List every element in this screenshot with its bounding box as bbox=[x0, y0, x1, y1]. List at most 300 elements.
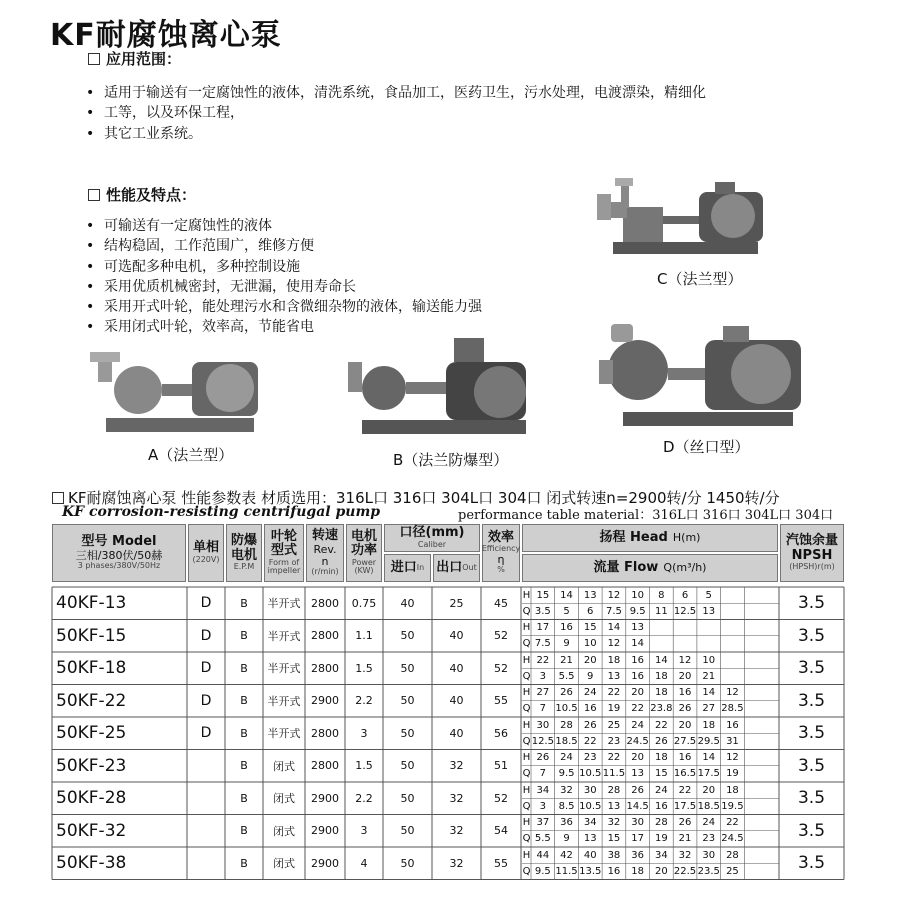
cell-outlet: 40 bbox=[449, 661, 464, 675]
flow-value: 29.5 bbox=[697, 735, 720, 747]
head-value: 23 bbox=[583, 752, 597, 764]
flow-value: 25 bbox=[726, 865, 739, 877]
flow-row-label: Q bbox=[522, 605, 531, 617]
flow-value: 26 bbox=[654, 735, 668, 747]
npsh-value: 3.5 bbox=[797, 690, 826, 711]
npsh-value: 3.5 bbox=[797, 625, 826, 646]
flow-value bbox=[673, 636, 697, 652]
flow-value: 16 bbox=[607, 865, 621, 877]
head-value: 24 bbox=[702, 817, 716, 829]
flow-value: 22 bbox=[583, 735, 597, 747]
head-value: 20 bbox=[583, 654, 597, 666]
head-value: 44 bbox=[536, 849, 550, 861]
header-caliber-en: Caliber bbox=[417, 539, 447, 549]
head-value bbox=[721, 620, 745, 636]
application-heading-text: 应用范围： bbox=[106, 50, 182, 68]
flow-value: 15 bbox=[654, 768, 668, 780]
header-impeller-en: Form of impeller bbox=[267, 557, 301, 576]
header-flow-label: 流量 Flow bbox=[593, 559, 659, 575]
cell-ex: B bbox=[240, 791, 248, 805]
cell-inlet: 50 bbox=[400, 694, 415, 708]
flow-value: 18 bbox=[631, 865, 644, 877]
flow-value: 3 bbox=[539, 800, 547, 812]
cell-inlet: 50 bbox=[400, 791, 415, 805]
cell-ex: B bbox=[240, 759, 248, 773]
header-caliber-zh: 口径(mm) bbox=[399, 525, 465, 541]
npsh-value: 3.5 bbox=[797, 658, 826, 679]
cell-ex: B bbox=[240, 629, 248, 643]
flow-value: 17.5 bbox=[697, 768, 720, 780]
head-value: 15 bbox=[536, 589, 550, 601]
header-head-unit: H(m) bbox=[672, 530, 701, 544]
flow-value: 14 bbox=[631, 638, 644, 650]
cell-outlet: 25 bbox=[449, 596, 464, 610]
flow-value: 16.5 bbox=[673, 768, 697, 780]
cell-rev: 2900 bbox=[311, 791, 339, 805]
flow-value: 21 bbox=[678, 833, 692, 845]
head-value: 16 bbox=[560, 622, 573, 634]
head-value: 36 bbox=[560, 817, 573, 829]
head-value: 26 bbox=[560, 687, 573, 699]
cell-impeller: 半开式 bbox=[267, 694, 301, 708]
flow-value: 16 bbox=[631, 670, 644, 682]
flow-row-label: Q bbox=[522, 865, 531, 877]
flow-value: 9.5 bbox=[629, 605, 646, 617]
header-head-label: 扬程 Head bbox=[599, 529, 668, 545]
cell-ex: B bbox=[240, 824, 248, 838]
npsh-value: 3.5 bbox=[797, 723, 826, 744]
cell-rev: 2800 bbox=[311, 661, 339, 675]
flow-value: 18.5 bbox=[555, 735, 578, 747]
list-item: • 采用闭式叶轮，效率高，节能省电 bbox=[86, 317, 606, 337]
flow-value: 12.5 bbox=[531, 735, 554, 747]
flow-value: 20 bbox=[654, 865, 668, 877]
flow-value: 24.5 bbox=[626, 735, 649, 747]
head-value: 12 bbox=[678, 654, 692, 666]
flow-value: 19.5 bbox=[721, 800, 744, 812]
flow-value: 13 bbox=[702, 605, 716, 617]
cell-impeller: 半开式 bbox=[267, 629, 301, 643]
cell-power: 1.5 bbox=[355, 759, 373, 773]
head-value: 21 bbox=[560, 654, 573, 666]
performance-title-text: KF耐腐蚀离心泵 性能参数表 材质选用：316L口 316口 304L口 304口 闭式转速n=2900转/分 1450转/分 bbox=[68, 489, 780, 507]
cell-inlet: 50 bbox=[400, 661, 415, 675]
head-row-label: H bbox=[522, 849, 531, 861]
flow-value: 3 bbox=[539, 670, 547, 682]
head-value: 30 bbox=[536, 719, 550, 731]
cell-power: 3 bbox=[360, 726, 368, 740]
head-value: 12 bbox=[726, 752, 739, 764]
flow-value: 19 bbox=[607, 703, 621, 715]
cell-ex: B bbox=[240, 596, 248, 610]
cell-rev: 2800 bbox=[311, 629, 339, 643]
head-value: 8 bbox=[658, 589, 665, 601]
npsh-value: 3.5 bbox=[797, 853, 826, 874]
flow-value: 31 bbox=[726, 735, 739, 747]
cell-impeller: 闭式 bbox=[273, 824, 295, 838]
flow-value: 10.5 bbox=[579, 768, 602, 780]
header-model-sub: 三相/380伏/50赫 bbox=[75, 548, 163, 562]
flow-value: 18 bbox=[654, 670, 668, 682]
head-value bbox=[721, 587, 745, 603]
head-row-label: H bbox=[522, 622, 531, 634]
cell-outlet: 40 bbox=[449, 726, 464, 740]
header-model-en: 3 phases/380V/50Hz bbox=[77, 560, 161, 570]
flow-value: 20 bbox=[678, 670, 692, 682]
header-rev-n: n bbox=[321, 554, 329, 568]
flow-value: 7.5 bbox=[605, 605, 622, 617]
header-single-sub: (220V) bbox=[192, 554, 220, 564]
header-power-zh1: 电机 bbox=[350, 528, 377, 544]
cell-model: 50KF-22 bbox=[56, 690, 127, 711]
cell-single: D bbox=[200, 725, 212, 742]
head-value: 20 bbox=[702, 784, 716, 796]
cell-outlet: 32 bbox=[449, 759, 464, 773]
head-value: 22 bbox=[536, 654, 550, 666]
flow-value: 9.5 bbox=[558, 768, 575, 780]
flow-value: 7 bbox=[539, 703, 547, 715]
flow-row-label: Q bbox=[522, 800, 531, 812]
head-value: 13 bbox=[583, 589, 597, 601]
flow-value: 8.5 bbox=[558, 800, 575, 812]
head-value: 22 bbox=[726, 817, 739, 829]
npsh-value: 3.5 bbox=[797, 593, 826, 614]
head-row-label: H bbox=[522, 687, 531, 699]
header-efficiency-zh: 效率 bbox=[487, 530, 514, 545]
flow-value: 9.5 bbox=[534, 865, 551, 877]
flow-value bbox=[650, 636, 674, 652]
header-rev-en: Rev. bbox=[313, 542, 337, 556]
head-value: 14 bbox=[654, 654, 668, 666]
flow-value: 22.5 bbox=[673, 865, 697, 877]
head-row-label: H bbox=[522, 817, 531, 829]
head-value: 28 bbox=[560, 719, 573, 731]
cell-rev: 2800 bbox=[311, 596, 339, 610]
flow-value: 18.5 bbox=[697, 800, 720, 812]
header-npsh-en: NPSH bbox=[791, 547, 833, 563]
head-row-label: H bbox=[522, 654, 531, 666]
head-value: 10 bbox=[702, 654, 716, 666]
head-value: 22 bbox=[607, 687, 621, 699]
head-value: 18 bbox=[607, 654, 621, 666]
list-item: • 可选配多种电机，多种控制设施 bbox=[86, 257, 606, 277]
head-value: 37 bbox=[536, 817, 550, 829]
en-title-tail: performance table material：316L口 316口 304L口 304口 bbox=[458, 508, 834, 523]
cell-power: 1.1 bbox=[355, 629, 373, 643]
flow-row-label: Q bbox=[522, 735, 531, 747]
flow-value: 27.5 bbox=[673, 735, 697, 747]
cell-inlet: 50 bbox=[400, 629, 415, 643]
cell-model: 50KF-18 bbox=[56, 658, 127, 679]
cell-outlet: 32 bbox=[449, 856, 464, 870]
head-value: 14 bbox=[702, 687, 716, 699]
head-value: 20 bbox=[631, 687, 644, 699]
cell-outlet: 32 bbox=[449, 824, 464, 838]
flow-value: 19 bbox=[726, 768, 739, 780]
header-npsh-unit: (HPSH)r(m) bbox=[789, 561, 835, 571]
flow-value: 23.8 bbox=[650, 703, 673, 715]
head-value bbox=[697, 620, 721, 636]
flow-row-label: Q bbox=[522, 670, 531, 682]
head-value: 28 bbox=[607, 784, 621, 796]
head-value: 30 bbox=[702, 849, 716, 861]
cell-power: 4 bbox=[360, 856, 368, 870]
head-value: 27 bbox=[536, 687, 550, 699]
cell-eff: 45 bbox=[494, 596, 508, 610]
cell-power: 3 bbox=[360, 824, 368, 838]
head-value: 13 bbox=[631, 622, 644, 634]
npsh-value: 3.5 bbox=[797, 755, 826, 776]
flow-value: 5.5 bbox=[558, 670, 575, 682]
flow-value: 28.5 bbox=[721, 703, 744, 715]
flow-value: 23 bbox=[702, 833, 716, 845]
cell-eff: 52 bbox=[494, 661, 508, 675]
pump-a-caption: A（法兰型） bbox=[148, 446, 234, 464]
head-value: 12 bbox=[726, 687, 739, 699]
flow-value bbox=[721, 636, 745, 652]
list-item: • 采用开式叶轮，能处理污水和含微细杂物的液体，输送能力强 bbox=[86, 297, 606, 317]
flow-value: 9 bbox=[587, 670, 594, 682]
head-value: 38 bbox=[607, 849, 621, 861]
head-value: 12 bbox=[607, 589, 621, 601]
head-value: 20 bbox=[631, 752, 644, 764]
head-value: 32 bbox=[607, 817, 621, 829]
head-value: 25 bbox=[607, 719, 621, 731]
cell-eff: 55 bbox=[494, 694, 508, 708]
head-value: 18 bbox=[654, 752, 668, 764]
head-value: 22 bbox=[607, 752, 621, 764]
cell-inlet: 50 bbox=[400, 824, 415, 838]
list-item: • 其它工业系统。 bbox=[86, 124, 846, 144]
cell-rev: 2800 bbox=[311, 759, 339, 773]
flow-value: 23 bbox=[607, 735, 621, 747]
flow-value: 17.5 bbox=[673, 800, 697, 812]
head-value: 34 bbox=[654, 849, 668, 861]
header-power-unit: (KW) bbox=[354, 566, 374, 576]
flow-value: 19 bbox=[654, 833, 668, 845]
flow-value: 13 bbox=[607, 670, 621, 682]
flow-value: 3.5 bbox=[534, 605, 551, 617]
head-value: 18 bbox=[654, 687, 668, 699]
features-heading-text: 性能及特点： bbox=[106, 186, 197, 204]
cell-eff: 51 bbox=[494, 759, 508, 773]
cell-eff: 52 bbox=[494, 629, 508, 643]
head-value: 26 bbox=[631, 784, 644, 796]
head-value: 10 bbox=[631, 589, 644, 601]
head-row-label: H bbox=[522, 784, 531, 796]
flow-value: 10 bbox=[583, 638, 597, 650]
flow-value: 13 bbox=[583, 833, 597, 845]
cell-power: 1.5 bbox=[355, 661, 373, 675]
cell-outlet: 40 bbox=[449, 629, 464, 643]
head-value bbox=[650, 620, 674, 636]
head-value: 16 bbox=[726, 719, 739, 731]
cell-eff: 55 bbox=[494, 856, 508, 870]
pump-c-caption: C（法兰型） bbox=[657, 270, 743, 288]
header-explosion-zh2: 电机 bbox=[230, 547, 257, 563]
head-value: 24 bbox=[583, 687, 597, 699]
flow-value: 13.5 bbox=[579, 865, 602, 877]
head-value: 30 bbox=[631, 817, 644, 829]
cell-power: 0.75 bbox=[351, 596, 377, 610]
cell-model: 50KF-28 bbox=[56, 788, 127, 809]
flow-value: 5 bbox=[563, 605, 570, 617]
list-item: • 适用于输送有一定腐蚀性的液体，清洗系统，食品加工，医药卫生，污水处理，电渡漂染，精细化 bbox=[86, 83, 846, 103]
head-value: 17 bbox=[536, 622, 550, 634]
flow-value: 13 bbox=[631, 768, 644, 780]
cell-model: 40KF-13 bbox=[56, 593, 127, 614]
header-rev-unit: (r/min) bbox=[311, 566, 339, 576]
page-title: KF耐腐蚀离心泵 bbox=[50, 18, 282, 53]
npsh-value: 3.5 bbox=[797, 820, 826, 841]
flow-value: 6 bbox=[587, 605, 594, 617]
list-item: • 采用优质机械密封，无泄漏，使用寿命长 bbox=[86, 277, 606, 297]
cell-power: 2.2 bbox=[355, 694, 373, 708]
head-value: 34 bbox=[583, 817, 597, 829]
list-item: • 结构稳固，工作范围广，维修方便 bbox=[86, 236, 606, 256]
cell-rev: 2900 bbox=[311, 824, 339, 838]
head-value: 14 bbox=[702, 752, 716, 764]
cell-model: 50KF-15 bbox=[56, 625, 127, 646]
cell-rev: 2900 bbox=[311, 694, 339, 708]
flow-value bbox=[721, 668, 745, 684]
head-value: 5 bbox=[705, 589, 712, 601]
head-value: 14 bbox=[607, 622, 621, 634]
head-value: 18 bbox=[726, 784, 739, 796]
head-value: 34 bbox=[536, 784, 550, 796]
cell-rev: 2800 bbox=[311, 726, 339, 740]
head-value: 22 bbox=[654, 719, 668, 731]
cell-model: 50KF-23 bbox=[56, 755, 127, 776]
flow-value: 24.5 bbox=[721, 833, 744, 845]
flow-value bbox=[697, 636, 721, 652]
cell-ex: B bbox=[240, 856, 248, 870]
flow-value: 16 bbox=[583, 703, 597, 715]
cell-impeller: 半开式 bbox=[267, 597, 301, 611]
flow-row-label: Q bbox=[522, 703, 531, 715]
cell-single bbox=[188, 782, 224, 815]
header-explosion-en: E.P.M bbox=[233, 561, 255, 571]
cell-model: 50KF-25 bbox=[56, 723, 127, 744]
flow-value: 10.5 bbox=[555, 703, 578, 715]
header-power-zh2: 功率 bbox=[350, 543, 377, 559]
flow-value: 12.5 bbox=[673, 605, 697, 617]
head-row-label: H bbox=[522, 752, 531, 764]
cell-inlet: 50 bbox=[400, 726, 415, 740]
head-value: 14 bbox=[560, 589, 573, 601]
flow-value: 11 bbox=[654, 605, 668, 617]
cell-outlet: 32 bbox=[449, 791, 464, 805]
header-model-zh: 型号 Model bbox=[81, 534, 157, 550]
cell-ex: B bbox=[240, 726, 248, 740]
head-value bbox=[673, 620, 697, 636]
flow-value bbox=[721, 603, 745, 619]
flow-row-label: Q bbox=[522, 833, 531, 845]
header-impeller-zh2: 型式 bbox=[270, 543, 297, 559]
cell-single: D bbox=[200, 627, 212, 644]
cell-impeller: 闭式 bbox=[273, 792, 295, 806]
head-value: 24 bbox=[560, 752, 573, 764]
head-value: 32 bbox=[678, 849, 692, 861]
head-value: 36 bbox=[631, 849, 644, 861]
head-value: 28 bbox=[654, 817, 668, 829]
flow-value: 22 bbox=[631, 703, 644, 715]
flow-value: 11.5 bbox=[602, 768, 626, 780]
header-inlet-zh: 进口 bbox=[390, 559, 417, 575]
cell-eff: 52 bbox=[494, 791, 508, 805]
head-value: 20 bbox=[678, 719, 692, 731]
cell-single: D bbox=[200, 692, 212, 709]
list-item: • 可输送有一定腐蚀性的液体 bbox=[86, 216, 606, 236]
npsh-value: 3.5 bbox=[797, 788, 826, 809]
head-value: 26 bbox=[583, 719, 597, 731]
flow-row-label: Q bbox=[522, 638, 531, 650]
flow-value: 21 bbox=[702, 670, 716, 682]
head-value: 40 bbox=[583, 849, 597, 861]
head-value bbox=[721, 652, 745, 668]
flow-row-label: Q bbox=[522, 768, 531, 780]
cell-inlet: 50 bbox=[400, 759, 415, 773]
cell-ex: B bbox=[240, 661, 248, 675]
cell-impeller: 闭式 bbox=[273, 759, 295, 773]
head-value: 16 bbox=[631, 654, 644, 666]
head-row-label: H bbox=[522, 719, 531, 731]
head-value: 15 bbox=[583, 622, 597, 634]
header-rev-zh: 转速 bbox=[311, 528, 338, 544]
head-value: 30 bbox=[583, 784, 597, 796]
head-value: 26 bbox=[678, 817, 692, 829]
head-value: 16 bbox=[678, 687, 692, 699]
cell-ex: B bbox=[240, 694, 248, 708]
cell-impeller: 半开式 bbox=[267, 727, 301, 741]
flow-value: 7.5 bbox=[534, 638, 551, 650]
head-value: 26 bbox=[536, 752, 550, 764]
flow-value: 5.5 bbox=[534, 833, 551, 845]
cell-eff: 54 bbox=[494, 824, 508, 838]
header-impeller-zh1: 叶轮 bbox=[270, 528, 297, 544]
flow-value: 13 bbox=[607, 800, 621, 812]
cell-inlet: 40 bbox=[400, 596, 415, 610]
header-npsh-zh: 汽蚀余量 bbox=[785, 533, 838, 549]
head-value: 24 bbox=[654, 784, 668, 796]
header-single-zh: 单相 bbox=[192, 540, 219, 556]
flow-value: 26 bbox=[678, 703, 692, 715]
cell-eff: 56 bbox=[494, 726, 508, 740]
cell-power: 2.2 bbox=[355, 791, 373, 805]
cell-model: 50KF-32 bbox=[56, 820, 127, 841]
pump-d-caption: D（丝口型） bbox=[663, 438, 750, 456]
pump-b-caption: B（法兰防爆型） bbox=[393, 451, 509, 469]
cell-rev: 2900 bbox=[311, 856, 339, 870]
header-efficiency-unit: % bbox=[497, 565, 505, 575]
list-item-text: 工等，以及环保工程， bbox=[104, 105, 244, 122]
head-value: 28 bbox=[726, 849, 739, 861]
flow-value: 10.5 bbox=[579, 800, 602, 812]
flow-value: 14.5 bbox=[626, 800, 649, 812]
cell-impeller: 闭式 bbox=[273, 857, 295, 871]
head-value: 42 bbox=[560, 849, 573, 861]
cell-single bbox=[188, 750, 224, 783]
flow-value: 16 bbox=[654, 800, 668, 812]
flow-value: 17 bbox=[631, 833, 644, 845]
head-row-label: H bbox=[522, 589, 531, 601]
cell-single bbox=[188, 847, 224, 880]
flow-value: 27 bbox=[702, 703, 716, 715]
header-inlet-en: In bbox=[416, 562, 425, 572]
cell-impeller: 半开式 bbox=[267, 662, 301, 676]
flow-value: 9 bbox=[563, 833, 570, 845]
cell-model: 50KF-38 bbox=[56, 853, 127, 874]
